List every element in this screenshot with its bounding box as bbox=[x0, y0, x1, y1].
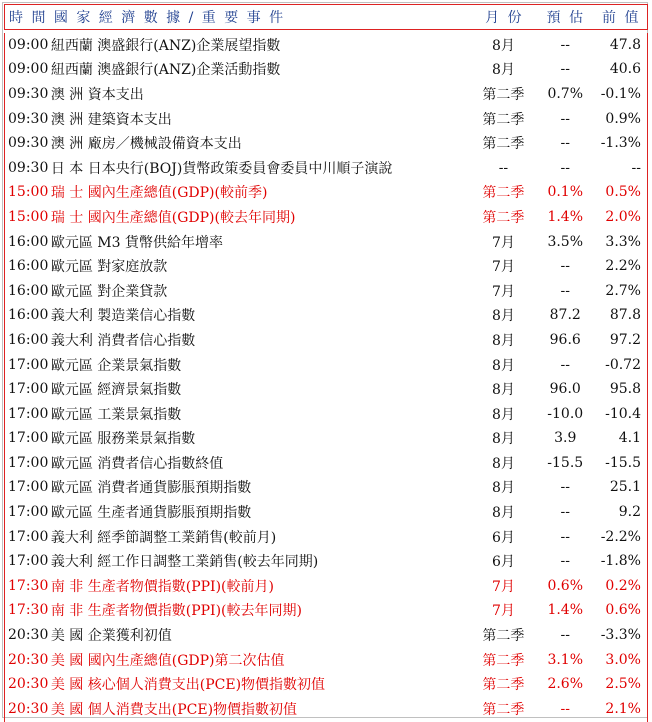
table-row bbox=[5, 476, 647, 501]
row-period: 8月 bbox=[491, 431, 515, 448]
row-previous: 4.1 bbox=[618, 430, 641, 447]
row-forecast: 96.0 bbox=[549, 381, 581, 398]
row-previous: 3.0% bbox=[605, 651, 641, 668]
row-time: 17:00 bbox=[8, 553, 49, 570]
row-previous: 0.2% bbox=[605, 577, 641, 594]
table-row bbox=[5, 107, 647, 132]
row-previous: 2.7% bbox=[605, 282, 641, 299]
row-event: 紐西蘭 澳盛銀行(ANZ)企業展望指數 bbox=[50, 37, 281, 54]
row-previous: 40.6 bbox=[609, 61, 641, 78]
row-forecast: 3.1% bbox=[547, 651, 584, 668]
row-event: 歐元區 服務業景氣指數 bbox=[50, 431, 196, 448]
row-forecast: 3.5% bbox=[547, 233, 584, 250]
table-row bbox=[5, 131, 647, 156]
row-period: 第二季 bbox=[482, 111, 525, 128]
table-header bbox=[4, 4, 648, 30]
row-period: -- bbox=[498, 159, 509, 176]
row-event: 歐元區 M3 貨幣供給年增率 bbox=[50, 234, 224, 251]
row-period: 8月 bbox=[491, 480, 515, 497]
row-time: 09:30 bbox=[8, 85, 49, 102]
table-row bbox=[5, 353, 647, 378]
row-forecast: -- bbox=[560, 700, 570, 717]
row-period: 8月 bbox=[491, 357, 515, 374]
row-forecast: -10.0 bbox=[547, 405, 584, 422]
row-period: 7月 bbox=[491, 578, 515, 595]
row-time: 20:30 bbox=[8, 651, 49, 668]
row-period: 7月 bbox=[491, 234, 515, 251]
table-row bbox=[5, 82, 647, 107]
row-previous: 95.8 bbox=[609, 381, 641, 398]
row-event: 義大利 製造業信心指數 bbox=[50, 308, 196, 325]
row-event: 澳 洲 廠房／機械設備資本支出 bbox=[50, 136, 242, 153]
row-period: 6月 bbox=[491, 529, 515, 546]
table-row bbox=[5, 254, 647, 279]
table-row bbox=[5, 648, 647, 673]
table-row bbox=[5, 279, 647, 304]
row-period: 第二季 bbox=[482, 209, 525, 226]
row-event: 美 國 核心個人消費支出(PCE)物價指數初值 bbox=[50, 677, 326, 694]
table-row bbox=[5, 402, 647, 427]
row-forecast: 0.6% bbox=[547, 577, 584, 594]
row-period: 第二季 bbox=[482, 701, 525, 718]
row-event: 澳 洲 資本支出 bbox=[50, 86, 144, 103]
row-forecast: -- bbox=[560, 479, 570, 496]
row-previous: -1.3% bbox=[600, 135, 641, 152]
row-time: 17:00 bbox=[8, 430, 49, 447]
row-previous: -10.4 bbox=[605, 405, 641, 422]
table-row bbox=[5, 427, 647, 452]
row-previous: 9.2 bbox=[618, 504, 641, 521]
row-time: 20:30 bbox=[8, 627, 49, 644]
row-previous: 87.8 bbox=[609, 307, 641, 324]
row-event: 歐元區 消費者通貨膨脹預期指數 bbox=[50, 480, 252, 497]
row-forecast: 3.9 bbox=[554, 430, 577, 447]
row-previous: 2.5% bbox=[605, 676, 641, 693]
row-time: 17:00 bbox=[8, 504, 49, 521]
row-forecast: 2.6% bbox=[547, 676, 584, 693]
row-time: 09:30 bbox=[8, 135, 49, 152]
row-event: 義大利 消費者信心指數 bbox=[50, 332, 196, 349]
row-period: 8月 bbox=[491, 62, 515, 79]
row-period: 第二季 bbox=[482, 628, 525, 645]
row-forecast: -- bbox=[560, 61, 570, 78]
row-period: 第二季 bbox=[482, 185, 525, 202]
row-event: 義大利 經工作日調整工業銷售(較去年同期) bbox=[50, 554, 319, 571]
row-previous: -15.5 bbox=[605, 454, 641, 471]
table-row bbox=[5, 33, 647, 58]
row-period: 第二季 bbox=[482, 86, 525, 103]
row-time: 09:00 bbox=[8, 36, 49, 53]
table-row bbox=[5, 156, 647, 181]
table-row bbox=[5, 525, 647, 550]
row-event: 紐西蘭 澳盛銀行(ANZ)企業活動指數 bbox=[50, 62, 281, 79]
row-forecast: -- bbox=[560, 553, 570, 570]
header-forecast: 預 估 bbox=[546, 10, 585, 26]
row-event: 日 本 日本央行(BOJ)貨幣政策委員會委員中川順子演說 bbox=[50, 160, 393, 177]
row-event: 歐元區 經濟景氣指數 bbox=[50, 382, 182, 399]
row-time: 16:00 bbox=[8, 331, 49, 348]
row-period: 7月 bbox=[491, 259, 515, 276]
row-period: 8月 bbox=[491, 505, 515, 522]
row-time: 17:30 bbox=[8, 602, 49, 619]
row-period: 8月 bbox=[491, 455, 515, 472]
row-previous: 3.3% bbox=[605, 233, 641, 250]
row-event: 歐元區 企業景氣指數 bbox=[50, 357, 182, 374]
row-previous: -0.1% bbox=[600, 85, 641, 102]
table-row bbox=[5, 500, 647, 525]
table-row bbox=[5, 623, 647, 648]
table-row bbox=[5, 574, 647, 599]
row-previous: -- bbox=[631, 159, 641, 176]
row-event: 澳 洲 建築資本支出 bbox=[50, 111, 172, 128]
row-time: 09:30 bbox=[8, 159, 49, 176]
table-row bbox=[5, 230, 647, 255]
row-period: 7月 bbox=[491, 603, 515, 620]
row-period: 第二季 bbox=[482, 136, 525, 153]
row-time: 17:00 bbox=[8, 356, 49, 373]
table-row bbox=[5, 328, 647, 353]
row-period: 6月 bbox=[491, 554, 515, 571]
row-time: 16:00 bbox=[8, 233, 49, 250]
table-row bbox=[5, 58, 647, 83]
row-forecast: -15.5 bbox=[547, 454, 584, 471]
row-event: 歐元區 消費者信心指數終值 bbox=[50, 455, 224, 472]
table-row bbox=[5, 672, 647, 697]
row-event: 美 國 個人消費支出(PCE)物價指數初值 bbox=[50, 701, 298, 718]
row-forecast: -- bbox=[560, 627, 570, 644]
row-event: 美 國 國內生產總值(GDP)第二次估值 bbox=[50, 652, 285, 669]
row-forecast: -- bbox=[560, 135, 570, 152]
row-event: 歐元區 工業景氣指數 bbox=[50, 406, 182, 423]
table-row bbox=[5, 181, 647, 206]
row-previous: -2.2% bbox=[600, 528, 641, 545]
row-previous: -0.72 bbox=[605, 356, 641, 373]
row-time: 17:00 bbox=[8, 454, 49, 471]
row-forecast: -- bbox=[560, 36, 570, 53]
row-time: 20:30 bbox=[8, 676, 49, 693]
row-previous: 47.8 bbox=[609, 36, 641, 53]
row-time: 17:00 bbox=[8, 381, 49, 398]
row-forecast: 87.2 bbox=[549, 307, 581, 324]
row-forecast: -- bbox=[560, 258, 570, 275]
row-time: 15:00 bbox=[8, 184, 49, 201]
table-row bbox=[5, 304, 647, 329]
row-event: 南 非 生產者物價指數(PPI)(較去年同期) bbox=[50, 603, 302, 620]
row-period: 7月 bbox=[491, 283, 515, 300]
row-time: 16:00 bbox=[8, 258, 49, 275]
row-forecast: -- bbox=[560, 282, 570, 299]
row-forecast: 1.4% bbox=[547, 208, 584, 225]
row-previous: -1.8% bbox=[600, 553, 641, 570]
table-row bbox=[5, 377, 647, 402]
row-forecast: -- bbox=[560, 528, 570, 545]
row-previous: 97.2 bbox=[609, 331, 641, 348]
table-row bbox=[5, 549, 647, 574]
table-row bbox=[5, 205, 647, 230]
row-previous: 2.2% bbox=[605, 258, 641, 275]
row-period: 8月 bbox=[491, 382, 515, 399]
row-period: 8月 bbox=[491, 308, 515, 325]
row-previous: 25.1 bbox=[609, 479, 641, 496]
row-previous: 2.1% bbox=[605, 700, 641, 717]
header-previous: 前 值 bbox=[602, 10, 641, 26]
row-forecast: 96.6 bbox=[549, 331, 581, 348]
row-event: 歐元區 生產者通貨膨脹預期指數 bbox=[50, 505, 252, 522]
row-event: 歐元區 對家庭放款 bbox=[50, 259, 168, 276]
row-time: 15:00 bbox=[8, 208, 49, 225]
header-title: 時 間 國 家 經 濟 數 據 / 重 要 事 件 bbox=[9, 10, 286, 26]
row-forecast: -- bbox=[560, 159, 570, 176]
row-time: 17:30 bbox=[8, 577, 49, 594]
row-time: 16:00 bbox=[8, 307, 49, 324]
row-time: 17:00 bbox=[8, 479, 49, 496]
row-time: 09:00 bbox=[8, 61, 49, 78]
row-time: 17:00 bbox=[8, 405, 49, 422]
row-period: 第二季 bbox=[482, 652, 525, 669]
row-forecast: -- bbox=[560, 356, 570, 373]
row-period: 第二季 bbox=[482, 677, 525, 694]
row-previous: 0.9% bbox=[605, 110, 641, 127]
row-period: 8月 bbox=[491, 406, 515, 423]
header-period: 月 份 bbox=[485, 10, 524, 26]
row-forecast: -- bbox=[560, 110, 570, 127]
row-period: 8月 bbox=[491, 37, 515, 54]
table-row bbox=[5, 697, 647, 722]
row-event: 瑞 士 國內生產總值(GDP)(較去年同期) bbox=[50, 209, 296, 226]
table-row bbox=[5, 599, 647, 624]
row-event: 美 國 企業獲利初值 bbox=[50, 628, 172, 645]
row-time: 17:00 bbox=[8, 528, 49, 545]
row-forecast: 0.1% bbox=[547, 184, 584, 201]
row-event: 歐元區 對企業貸款 bbox=[50, 283, 168, 300]
row-forecast: 0.7% bbox=[547, 85, 584, 102]
row-forecast: 1.4% bbox=[547, 602, 584, 619]
row-event: 義大利 經季節調整工業銷售(較前月) bbox=[50, 529, 277, 546]
table-row bbox=[5, 451, 647, 476]
row-time: 20:30 bbox=[8, 700, 49, 717]
row-event: 瑞 士 國內生產總值(GDP)(較前季) bbox=[50, 185, 268, 202]
row-event: 南 非 生產者物價指數(PPI)(較前月) bbox=[50, 578, 274, 595]
row-time: 16:00 bbox=[8, 282, 49, 299]
row-previous: -3.3% bbox=[600, 627, 641, 644]
data-table-body bbox=[4, 33, 648, 722]
row-previous: 0.6% bbox=[605, 602, 641, 619]
row-period: 8月 bbox=[491, 332, 515, 349]
row-previous: 0.5% bbox=[605, 184, 641, 201]
row-previous: 2.0% bbox=[605, 208, 641, 225]
row-time: 09:30 bbox=[8, 110, 49, 127]
row-forecast: -- bbox=[560, 504, 570, 521]
